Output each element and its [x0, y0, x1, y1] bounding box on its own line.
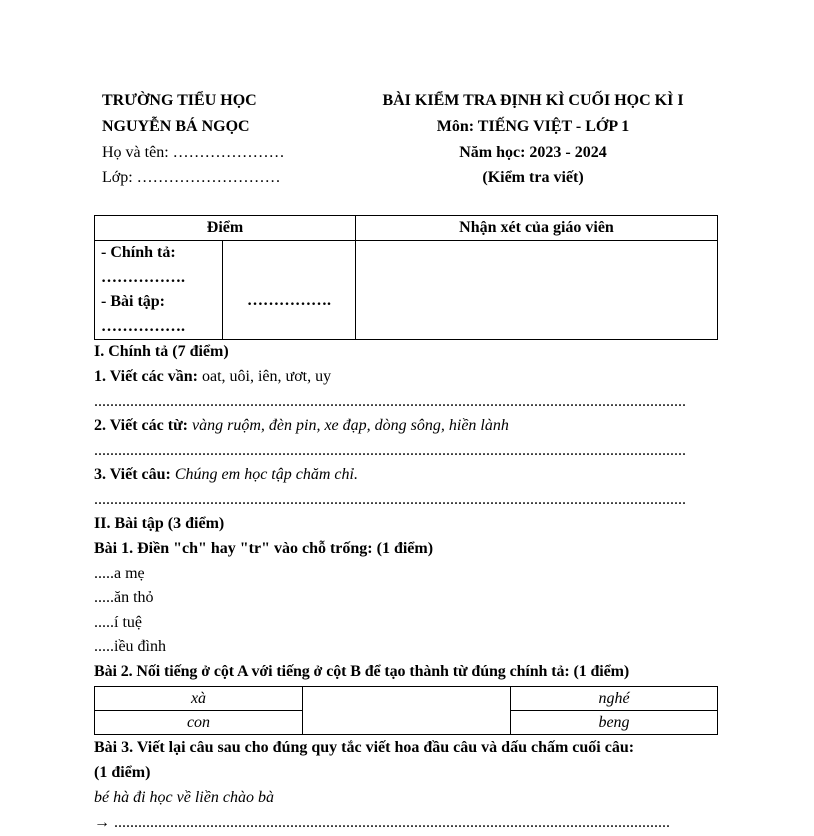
- student-name-label: Họ và tên: …………………: [102, 144, 285, 161]
- bai2-title: Bài 2. Nối tiếng ở cột A với tiếng ở cột B để tạo thành từ đúng chính tả: (1 điểm): [94, 663, 630, 680]
- total-score-dots: …………….: [247, 292, 331, 309]
- bai3-title: Bài 3. Viết lại câu sau cho đúng quy tắc viết hoa đầu câu và dấu chấm cuối câu:: [94, 739, 635, 756]
- bai1-item: .....a mẹ: [94, 565, 145, 582]
- student-class-label: Lớp: ………………………: [102, 169, 281, 186]
- question-2-label: 2. Viết các từ:: [94, 417, 189, 434]
- score-header: Điểm: [95, 216, 356, 241]
- chinh-ta-score-label: - Chính tả:: [101, 244, 176, 261]
- bai3-sentence: bé hà đi học về liền chào bà: [94, 789, 274, 806]
- column-a-word: xà: [95, 687, 303, 711]
- question-3-label: 3. Viết câu:: [94, 466, 171, 483]
- question-1-text: oat, uôi, iên, ươt, uy: [197, 368, 332, 385]
- question-2: [94, 417, 509, 435]
- matching-gap: [303, 687, 511, 735]
- score-breakdown-cell: [95, 241, 223, 340]
- school-year: Năm học: 2023 - 2024: [459, 144, 607, 161]
- question-1-answer-line: ....................................................................................................................................................: [94, 393, 686, 410]
- column-b-word: nghé: [511, 687, 718, 711]
- bai1-title: Bài 1. Điền "ch" hay "tr" vào chỗ trống: (1 điểm): [94, 540, 434, 557]
- question-1: [94, 368, 331, 386]
- chinh-ta-score-dots: …………….: [101, 268, 185, 286]
- column-a-word: con: [95, 711, 303, 735]
- bai1-item: .....iều đình: [94, 638, 166, 655]
- exam-type: (Kiểm tra viết): [482, 169, 584, 186]
- bai-tap-score-dots: …………….: [101, 317, 185, 335]
- bai-tap-score-label: - Bài tập:: [101, 293, 165, 310]
- part2-title: II. Bài tập (3 điểm): [94, 515, 225, 532]
- school-name-line1: TRƯỜNG TIỂU HỌC: [102, 92, 257, 109]
- bai2-matching-table: [94, 686, 718, 735]
- school-name-line2: NGUYỄN BÁ NGỌC: [102, 118, 250, 135]
- question-3-text: Chúng em học tập chăm chỉ.: [170, 466, 358, 483]
- comment-header: Nhận xét của giáo viên: [356, 216, 718, 241]
- column-b-word: beng: [511, 711, 718, 735]
- exam-title: BÀI KIỂM TRA ĐỊNH KÌ CUỐI HỌC KÌ I: [382, 92, 684, 109]
- part1-title: I. Chính tả (7 điểm): [94, 343, 229, 360]
- question-1-label: 1. Viết các vần:: [94, 368, 198, 385]
- bai1-item: .....í tuệ: [94, 614, 142, 631]
- score-table: [94, 215, 718, 340]
- bai3-answer-line: → ...........................................................................................................................................: [94, 814, 670, 831]
- teacher-comment-cell: [356, 241, 718, 340]
- bai3-points: (1 điểm): [94, 764, 151, 781]
- question-3-answer-line: ....................................................................................................................................................: [94, 491, 686, 508]
- question-3: [94, 466, 358, 484]
- exam-subject: Môn: TIẾNG VIỆT - LỚP 1: [436, 118, 630, 135]
- question-2-answer-line: ....................................................................................................................................................: [94, 442, 686, 459]
- bai1-item: .....ăn thỏ: [94, 589, 154, 606]
- question-2-text: vàng ruộm, đèn pin, xe đạp, dòng sông, hiền lành: [188, 417, 509, 434]
- total-score-cell: [223, 241, 356, 340]
